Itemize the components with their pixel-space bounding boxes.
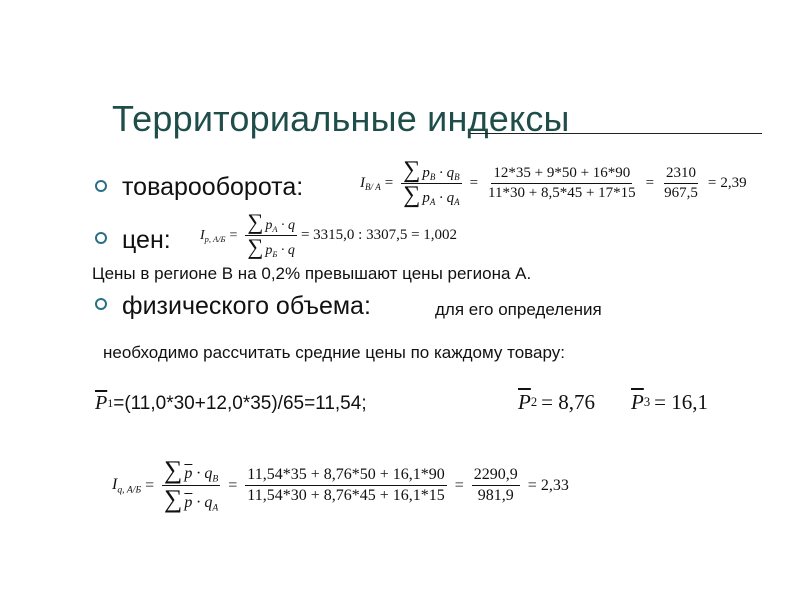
formula-calc-fraction: $\frac{12*35 + 9*50 + 16*90}{11*30 + 8,5*45 + 17*15}$ bbox=[488, 165, 636, 202]
bullet-label-physical-volume: физического объема: bbox=[122, 292, 371, 320]
formula-physical-volume: $I_{q, А/Б}$ = $\frac{\sum \overline{p} \cdot q_В}{\sum \overline{p} \cdot q_А}$ = $\frac{11,54*35 + 8,76*50 + 16,1*90}{11,54*30 + 8,76*45 + 16,1*15}$ = $\frac{2290,9}{981,9}$ = 2,33 bbox=[112, 455, 569, 514]
formula-tail: = 3315,0 : 3307,5 = 1,002 bbox=[300, 227, 458, 243]
formula-turnover: $I_{В/ А}$ = $\frac{\sum p_В \cdot q_В}{\sum p_А \cdot q_А}$ = $\frac{12*35 + 9*50 + 16*90}{11*30 + 8,5*45 + 17*15}$ = $\frac{2310}{967,5}$ = 2,39 bbox=[360, 157, 747, 209]
physical-volume-inline: для его определения bbox=[435, 300, 602, 319]
bullet-circle-icon bbox=[95, 298, 107, 310]
p2-formula: $\overline{P}$ 2 = 8,76 bbox=[518, 390, 595, 414]
prices-note: Цены в регионе В на 0,2% превышают цены региона А. bbox=[92, 264, 532, 283]
formula-result: 2,39 bbox=[720, 175, 747, 192]
formula-result: 2,33 bbox=[540, 476, 569, 494]
formula-lhs: $I_{p, А/Б}$ bbox=[200, 227, 226, 244]
formula-result-fraction: $\frac{2290,9}{981,9}$ bbox=[473, 466, 518, 505]
formula-symbolic-fraction: $\frac{\sum p_В \cdot q_В}{\sum p_А \cdot q_А}$ bbox=[403, 157, 460, 209]
slide-title: Территориальные индексы bbox=[112, 98, 570, 139]
bullet-label-prices: цен: bbox=[122, 226, 171, 254]
formula-prices: $I_{p, А/Б}$ = $\frac{\sum p_А \cdot q}{\sum p_Б \cdot q}$ = 3315,0 : 3307,5 = 1,002 bbox=[200, 209, 458, 259]
physical-volume-continuation: необходимо рассчитать средние цены по каждому товару: bbox=[103, 343, 565, 362]
p3-value: = 16,1 bbox=[654, 390, 708, 414]
p1-expression: =(11,0*30+12,0*35)/65=11,54; bbox=[113, 392, 367, 414]
formula-symbolic-fraction: $\frac{\sum p_А \cdot q}{\sum p_Б \cdot q}$ bbox=[247, 209, 295, 259]
bullet-circle-icon bbox=[95, 180, 107, 192]
formula-lhs: $I_{q, А/Б}$ bbox=[112, 476, 142, 496]
formula-symbolic-fraction: $\frac{\sum \overline{p} \cdot q_В}{\sum \overline{p} \cdot q_А}$ bbox=[164, 455, 219, 514]
p3-formula: $\overline{P}$ 3 = 16,1 bbox=[631, 390, 708, 414]
title-underline bbox=[470, 133, 762, 134]
p2-value: = 8,76 bbox=[541, 390, 595, 414]
formula-lhs: $I_{В/ А}$ bbox=[360, 175, 381, 193]
formula-result-fraction: $\frac{2310}{967,5}$ bbox=[664, 165, 698, 202]
bullet-circle-icon bbox=[95, 232, 107, 244]
p1-symbol: $\overline{P}$ bbox=[95, 392, 108, 414]
bullet-label-turnover: товарооборота: bbox=[122, 173, 304, 201]
formula-calc-fraction: $\frac{11,54*35 + 8,76*50 + 16,1*90}{11,54*30 + 8,76*45 + 16,1*15}$ bbox=[247, 466, 445, 505]
p1-formula: $\overline{P}$ 1 =(11,0*30+12,0*35)/65=11,54; bbox=[95, 392, 367, 414]
